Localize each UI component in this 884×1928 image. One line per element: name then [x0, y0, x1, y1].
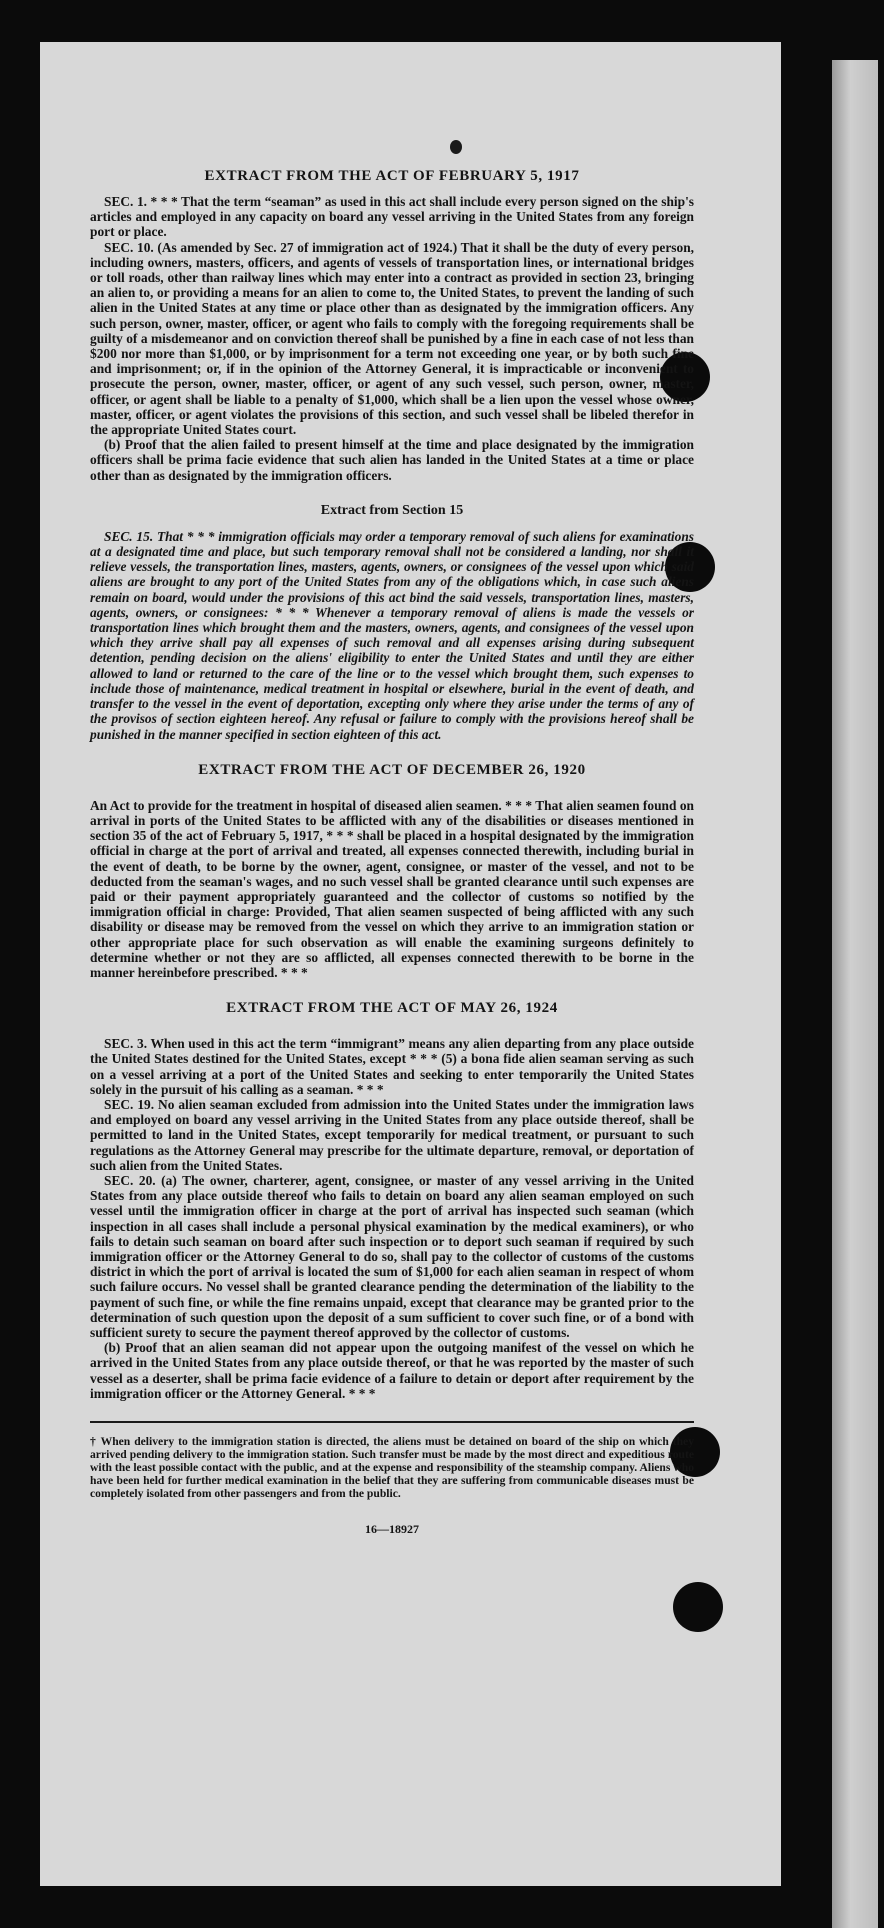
section-19: SEC. 19. No alien seaman excluded from admission into the United States under the immigration laws and employed on board any vessel arriving in the United States from any place outside thereof, shall be permitted to land in the United States, except temporarily for medical treatment, or pursuant to such regulations as the Attorney General may prescribe for the ultimate departure, removal, or deportation of such alien from the United States. [90, 1096, 694, 1173]
document-body [90, 166, 694, 1537]
section-20a: SEC. 20. (a) The owner, charterer, agent, consignee, or master of any vessel arriving in the United States from any place outside thereof who fails to detain on board any alien seaman employed on such vessel until the immigration officer in charge at the port of arrival has inspected such seaman (which inspection in all cases shall include a personal physical examination by the medical examiners), or who fails to detain such seaman on board after such inspection or to deport such seaman if required by such immigration officer or the Attorney General to do so, shall pay to the collector of customs of the customs district in which the port of arrival is located the sum of $1,000 for each alien seaman in respect of whom such failure occurs. No vessel shall be granted clearance pending the determination of the liability to the payment of such fine, or while the fine remains unpaid, except that clearance may be granted prior to the determination of such question upon the deposit of a sum sufficient to cover such fine, or of a bond with sufficient surety to secure the payment thereof approved by the collector of customs. [90, 1172, 694, 1340]
ink-mark [450, 140, 462, 154]
punch-hole [673, 1582, 723, 1632]
section-3: SEC. 3. When used in this act the term “immigrant” means any alien departing from any place outside the United States destined for the United States, except * * * (5) a bona fide alien seaman serving as such on a vessel arriving at a port of the United States and seeking to enter temporarily the United States solely in the pursuit of his calling as a seaman. * * * [90, 1036, 694, 1097]
heading-act-1917: EXTRACT FROM THE ACT OF FEBRUARY 5, 1917 [204, 168, 580, 184]
form-code: 16—18927 [365, 1522, 419, 1537]
heading-act-1920: EXTRACT FROM THE ACT OF DECEMBER 26, 1920 [198, 761, 586, 778]
heading-section-15: Extract from Section 15 [320, 502, 464, 518]
section-10b: (b) Proof that the alien failed to present himself at the time and place designated by the immigration officers shall be prima facie evidence that such alien has landed in the United States at a time or place other than as designated by the immigration officers. [90, 437, 694, 483]
section-20b: (b) Proof that an alien seaman did not appear upon the outgoing manifest of the vessel on which he arrived in the United States from any place outside thereof, or that he was reported by the master of such vessel as a deserter, shall be prima facie evidence of a failure to detain or deport after requirement by the immigration officer or the Attorney General. * * * [90, 1340, 694, 1401]
footnote: † When delivery to the immigration station is directed, the aliens must be detained on board of the ship on which they arrived pending delivery to the immigration station. Such transfer must be made by the most direct and expeditious route with the least possible contact with the public, and at the expense and responsibility of the steamship company. Aliens who have been held for further medical examination in the belief that they are suffering from communicable diseases must be completely isolated from other passengers and from the public. [90, 1435, 694, 1501]
section-15: SEC. 15. That * * * immigration officials may order a temporary removal of such aliens for examinations at a designated time and place, but such temporary removal shall not be considered a landing, nor shall it relieve vessels, the transportation lines, masters, agents, owners, or consignees of the vessel upon which said aliens are brought to any port of the United States from any of the obligations which, in case such aliens remain on board, would under the provisions of this act bind the said vessels, transportation lines, masters, agents, owners, or consignees: * * * Whenever a temporary removal of aliens is made the vessels or transportation lines which brought them and the masters, owners, agents, and consignees of the vessel upon which they arrive shall pay all expenses of such removal and all expenses arising during subsequent detention, pending decision on the aliens' eligibility to enter the United States and until they are either allowed to land or returned to the care of the line or to the vessel which brought them, such expenses to include those of maintenance, medical treatment in hospital or elsewhere, burial in the event of death, and transfer to the vessel in the event of deportation, excepting only where they arise under the terms of any of the provisos of section eighteen hereof. Any refusal or failure to comply with the provisions hereof shall be punished in the manner specified in section eighteen of this act. [90, 528, 694, 742]
footnote-divider [90, 1421, 694, 1423]
section-10: SEC. 10. (As amended by Sec. 27 of immigration act of 1924.) That it shall be the duty of every person, including owners, masters, officers, and agents of vessels of transportation lines, or international bridges or toll roads, other than railway lines which may enter into a contract as provided in section 23, bringing an alien to, or providing a means for an alien to come to, the United States, to prevent the landing of such alien in the United States at any time or place other than as designated by the immigration officers. Any such person, owner, master, officer, or agent who fails to comply with the foregoing requirements shall be guilty of a misdemeanor and on conviction thereof shall be punished by a fine in each case of not less than $200 nor more than $1,000, or by imprisonment for a term not exceeding one year, or by both such fine and imprisonment; or, if in the opinion of the Attorney General, it is impracticable or inconvenient to prosecute the person, owner, master, officer, or agent of any such vessel, such person, owner, master, officer, or agent shall be liable to a penalty of $1,000, which shall be a lien upon the vessel whose owner, master, officer, or agent violates the provisions of this section, and such vessel shall be libeled therefor in the appropriate United States court. [90, 239, 694, 438]
section-1: SEC. 1. * * * That the term “seaman” as used in this act shall include every person signed on the ship's articles and employed in any capacity on board any vessel arriving in the United States from any foreign port or place. [90, 194, 694, 240]
act-1920-text: An Act to provide for the treatment in hospital of diseased alien seamen. * * * That alien seamen found on arrival in ports of the United States to be afflicted with any of the disabilities or diseases mentioned in section 35 of the act of February 5, 1917, * * * shall be placed in a hospital designated by the immigration official in charge at the port of arrival and treated, all expenses connected therewith, including burial in the event of death, to be borne by the owner, agent, consignee, or master of the vessel, and not to be deducted from the seaman's wages, and no such vessel shall be granted clearance until such expenses are paid or their payment appropriately guaranteed and the collector of customs so notified by the immigration official in charge: Provided, That alien seamen suspected of being afflicted with any such disability or disease may be removed from the vessel on which they arrive to an immigration station or other appropriate place for such observation as will enable the examining surgeons definitely to determine whether or not they are so afflicted, all expenses connected therewith to be borne in the manner hereinbefore prescribed. * * * [90, 797, 694, 980]
adjacent-page-edge [832, 60, 878, 1928]
heading-act-1924: EXTRACT FROM THE ACT OF MAY 26, 1924 [226, 1000, 558, 1017]
